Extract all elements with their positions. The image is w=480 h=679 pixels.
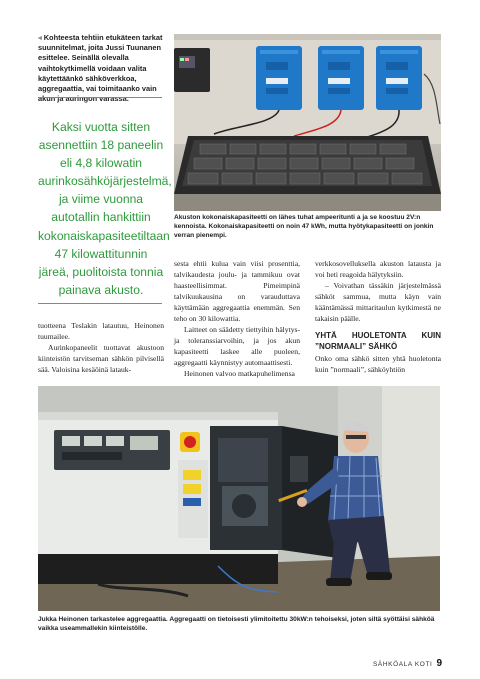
col2-paragraph-3: Heinonen valvoo matkapuhelimensa xyxy=(184,369,295,378)
generator-photo-caption: Jukka Heinonen tarkastelee aggregaattia. Aggregaatti on tietoisesti ylimitoitettu 30kW:n tehoiseksi, joten siltä syöttäisi sähköä vaikka useammallekin kiinteistölle. xyxy=(38,616,435,632)
inverter-1 xyxy=(256,46,302,110)
pullquote-bottom-rule xyxy=(38,303,162,304)
intro-caption-text: Kohteesta tehtiin etukäteen tarkat suunnitelmat, joita Jussi Tuunanen esittelee. Seinällä olevalla vaihtokytkimellä voidaan valita käytettäänkö sähköverkkoa, aggregaattia, vai toimitaanko vain akun ja auringon varassa. xyxy=(38,33,163,104)
col3-paragraph-2: – Voivathan tässäkin järjestelmässä sähköt sammua, mutta käyn vain kääntämässä mittaritaulun kytkimestä ne takaisin päälle. xyxy=(315,281,441,323)
battery-photo-caption: Akuston kokonaiskapasiteetti on lähes tuhat ampeeritunti a ja se koostuu 2V:n kennoista. Kokonaiskapasiteetti on noin 47 kWh, mutta hyötykapasiteetti on jonkin verran pienempi. xyxy=(174,214,434,239)
battery-room-illustration xyxy=(174,34,441,211)
col1-paragraph-2: Aurinkopaneelit tuottavat akustoon kiinteistön tarvitseman sähkön pilvisellä sää. Valoisina kesäöinä latauk- xyxy=(38,343,164,374)
intro-caption xyxy=(38,33,166,104)
pullquote-top-rule xyxy=(38,97,162,98)
page-footer xyxy=(370,653,442,671)
col2-paragraph-1: sesta ehtii kulua vain viisi prosenttia, talvikaudesta joulu- ja tammikuu ovat haasteellisimmat. Pimeimpinä talvikuukausina on varauduttava käyttämään aggregaattia enemmän. Sen teho on 30 kilowattia. xyxy=(174,259,300,323)
inverter-2 xyxy=(318,46,364,110)
generator-illustration xyxy=(38,386,440,611)
battery-photo xyxy=(174,34,441,211)
pull-quote: Kaksi vuotta sitten asennettiin 18 paneelin eli 4,8 kilowatin aurinkosähköjärjestelmä, ja viime vuonna autotallin hankittiin kokonaiskapasiteetiltaan 47 kilowattitunnin järeä, puolitoista tonnia painava akusto. xyxy=(38,120,172,297)
page-number: 9 xyxy=(436,658,442,669)
col1-paragraph-1: tuotteena Teslakin latautuu, Heinonen tuumailee. xyxy=(38,321,164,341)
magazine-name: SÄHKÖALA KOTI xyxy=(372,661,433,668)
generator-photo xyxy=(38,386,440,611)
col3-paragraph-3: Onko oma sähkö sitten yhtä huoletonta kuin ”normaali”, sähköyhtiön xyxy=(315,354,441,374)
section-subheading: YHTÄ HUOLETONTA KUIN ”NORMAALI” SÄHKÖ xyxy=(315,331,441,351)
inverter-3 xyxy=(376,46,422,110)
col3-paragraph-1: verkkosovelluksella akuston latausta ja voi heti reagoida hälytyksiin. xyxy=(315,259,441,279)
body-column-2 xyxy=(174,258,300,379)
body-column-1 xyxy=(38,320,164,375)
col2-paragraph-2: Laitteet on säädetty tiettyihin hälytys- ja toleranssiarvoihin, ja jos akun kapasiteetti laskee alle puoleen, aggregaatti käynnistyy automaattisesti. xyxy=(174,325,300,367)
caption-arrow-icon: ◂ xyxy=(38,33,42,42)
body-column-3 xyxy=(315,258,441,375)
